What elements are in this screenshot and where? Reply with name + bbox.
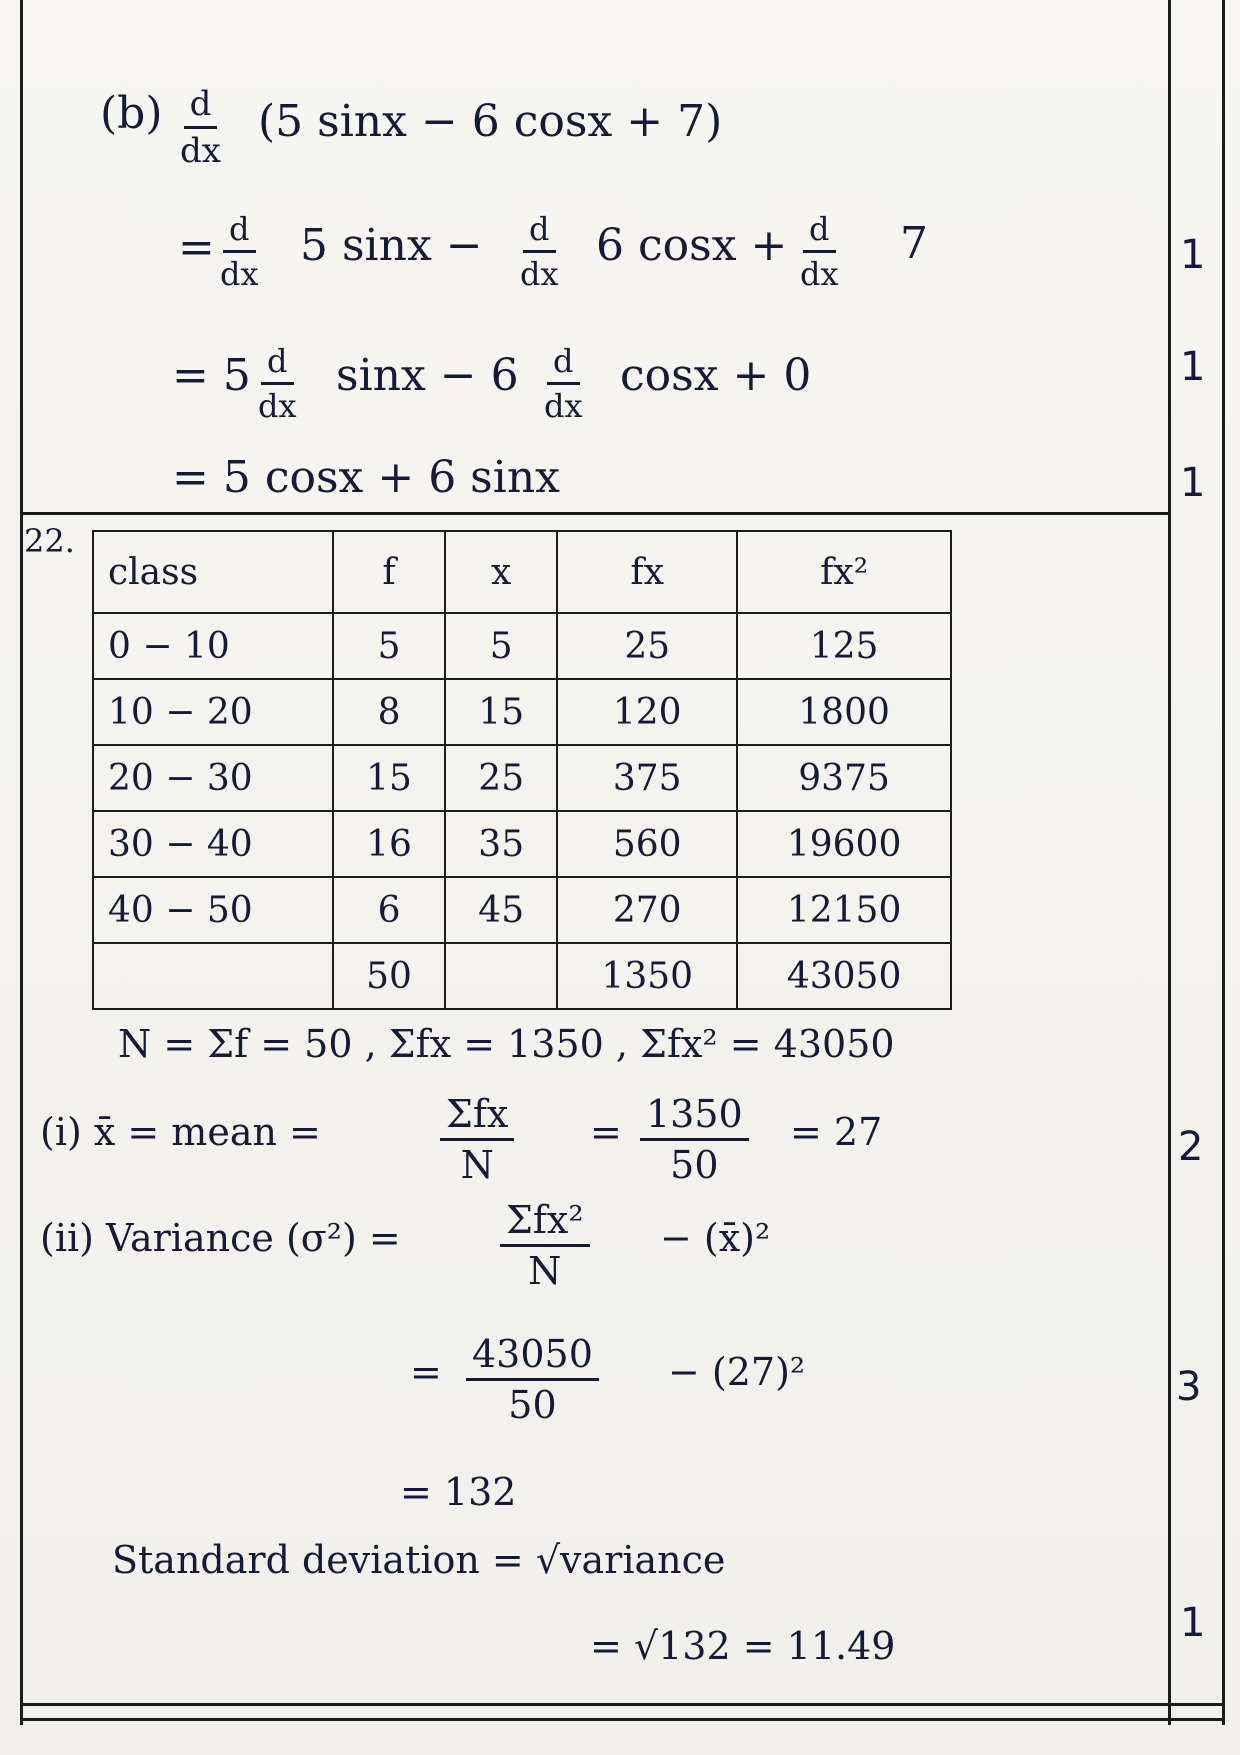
step1-equals: = [178, 222, 215, 273]
step1-op-c [800, 210, 839, 293]
sums-line: N = Σf = 50 , Σfx = 1350 , Σfx² = 43050 [118, 1022, 895, 1066]
bottom-line-1 [20, 1703, 1225, 1706]
cell-class: 0 − 10 [93, 613, 333, 679]
table-header-row [93, 531, 951, 613]
total-x [445, 943, 557, 1009]
variance-fraction-symbolic [500, 1198, 590, 1293]
table-row [93, 613, 951, 679]
operator-num: d [184, 84, 218, 129]
cell-fx: 375 [557, 745, 737, 811]
step3-result: = 5 cosx + 6 sinx [172, 452, 560, 503]
cell-fx2: 9375 [737, 745, 951, 811]
step1-op-b [520, 210, 559, 293]
header-class: class [93, 531, 333, 613]
cell-f: 6 [333, 877, 445, 943]
mean-label: (i) x̄ = mean = [40, 1110, 321, 1154]
frequency-table [92, 530, 952, 1010]
table-row [93, 877, 951, 943]
mean-frac2-num: 1350 [640, 1092, 749, 1141]
cell-fx2: 1800 [737, 679, 951, 745]
table-row [93, 745, 951, 811]
cell-fx2: 19600 [737, 811, 951, 877]
variance-frac2-den: 50 [508, 1383, 557, 1427]
variance-fraction-numeric [466, 1332, 599, 1427]
mark-22-mean: 2 [1178, 1124, 1204, 1170]
table-totals-row [93, 943, 951, 1009]
mean-fraction-numeric [640, 1092, 749, 1187]
cell-x: 35 [445, 811, 557, 877]
step2-term-a: = 5 [172, 350, 251, 401]
mark-b-step1: 1 [1180, 232, 1206, 278]
total-fx: 1350 [557, 943, 737, 1009]
cell-x: 5 [445, 613, 557, 679]
standard-deviation-result: = √132 = 11.49 [590, 1624, 896, 1668]
op-num: d [523, 210, 555, 253]
header-fx: fx [557, 531, 737, 613]
step2-term-c: cosx + 0 [620, 350, 812, 401]
step1-term-a: 5 sinx − [300, 220, 483, 271]
mark-b-step3: 1 [1180, 460, 1206, 506]
left-margin-line [20, 0, 23, 1725]
op-den: dx [220, 255, 259, 293]
cell-class: 20 − 30 [93, 745, 333, 811]
part-b-label: (b) [100, 88, 163, 139]
mean-frac1-den: N [460, 1143, 494, 1187]
cell-f: 8 [333, 679, 445, 745]
variance-frac-den: N [528, 1249, 562, 1293]
mean-equals: = [590, 1110, 622, 1154]
cell-x: 15 [445, 679, 557, 745]
op-num: d [261, 342, 293, 385]
step1-term-c: 7 [900, 218, 928, 269]
cell-f: 16 [333, 811, 445, 877]
mean-frac1-num: Σfx [440, 1092, 514, 1141]
mark-22-variance: 3 [1176, 1364, 1202, 1410]
part-b-derivative-operator [180, 84, 221, 171]
op-den: dx [800, 255, 839, 293]
mean-frac2-den: 50 [670, 1143, 719, 1187]
cell-fx2: 125 [737, 613, 951, 679]
cell-f: 15 [333, 745, 445, 811]
header-f: f [333, 531, 445, 613]
step1-term-b: 6 cosx + [596, 220, 788, 271]
mean-result: = 27 [790, 1110, 883, 1154]
table-row [93, 811, 951, 877]
mean-fraction-symbolic [440, 1092, 514, 1187]
cell-fx: 120 [557, 679, 737, 745]
cell-class: 40 − 50 [93, 877, 333, 943]
step1-op-a [220, 210, 259, 293]
variance-step-equals: = [410, 1350, 442, 1394]
op-num: d [803, 210, 835, 253]
part-b-expression: (5 sinx − 6 cosx + 7) [258, 96, 723, 147]
total-fx2: 43050 [737, 943, 951, 1009]
header-fx2: fx² [737, 531, 951, 613]
cell-class: 30 − 40 [93, 811, 333, 877]
variance-tail: − (x̄)² [660, 1216, 771, 1260]
variance-label: (ii) Variance (σ²) = [40, 1216, 401, 1260]
op-den: dx [544, 387, 583, 425]
op-den: dx [258, 387, 297, 425]
mark-22-sd: 1 [1180, 1600, 1206, 1646]
cell-x: 45 [445, 877, 557, 943]
variance-frac2-num: 43050 [466, 1332, 599, 1381]
header-x: x [445, 531, 557, 613]
variance-frac-num: Σfx² [500, 1198, 590, 1247]
mark-b-step2: 1 [1180, 344, 1206, 390]
right-margin-line-outer [1222, 0, 1225, 1725]
total-class [93, 943, 333, 1009]
step2-op-b [544, 342, 583, 425]
operator-den: dx [180, 131, 221, 171]
cell-f: 5 [333, 613, 445, 679]
variance-tail2: − (27)² [668, 1350, 806, 1394]
cell-x: 25 [445, 745, 557, 811]
table-row [93, 679, 951, 745]
cell-fx: 25 [557, 613, 737, 679]
cell-fx: 270 [557, 877, 737, 943]
standard-deviation-line: Standard deviation = √variance [112, 1538, 726, 1582]
step2-op-a [258, 342, 297, 425]
step2-term-b: sinx − 6 [336, 350, 519, 401]
variance-result: = 132 [400, 1470, 517, 1514]
op-num: d [547, 342, 579, 385]
op-den: dx [520, 255, 559, 293]
cell-fx2: 12150 [737, 877, 951, 943]
question-number: 22. [24, 522, 75, 560]
cell-fx: 560 [557, 811, 737, 877]
op-num: d [223, 210, 255, 253]
section-divider-line [22, 512, 1170, 515]
bottom-line-2 [20, 1718, 1225, 1721]
cell-class: 10 − 20 [93, 679, 333, 745]
total-f: 50 [333, 943, 445, 1009]
right-margin-line-inner [1168, 0, 1171, 1725]
